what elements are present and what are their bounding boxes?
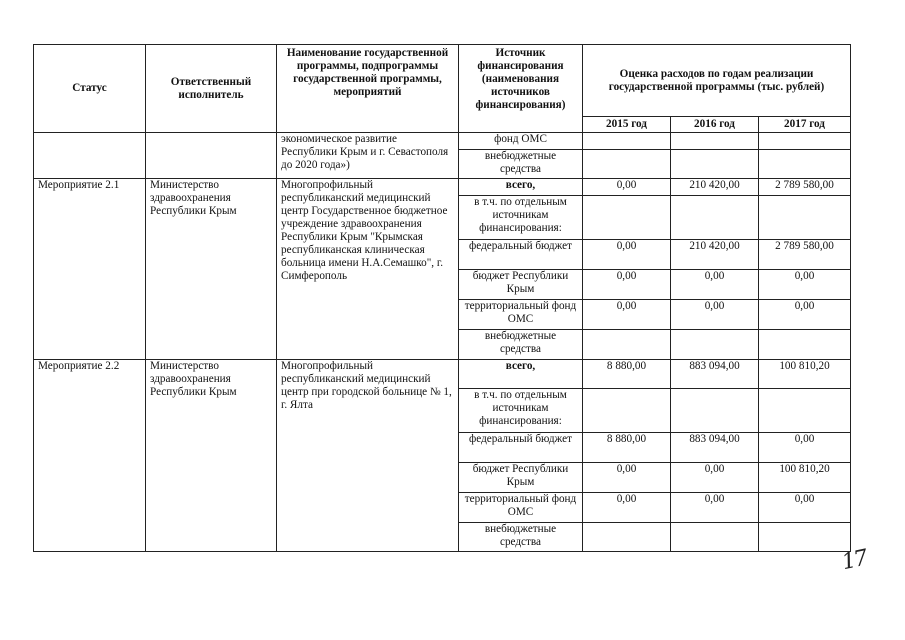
value-2016 — [671, 196, 759, 240]
value-2016 — [671, 523, 759, 552]
header-year-2017: 2017 год — [759, 117, 851, 133]
page-number: 17 — [839, 545, 869, 576]
value-2017 — [759, 133, 851, 150]
value-2016: 0,00 — [671, 300, 759, 330]
value-2015: 0,00 — [583, 240, 671, 270]
value-2016 — [671, 389, 759, 433]
source-cell: фонд ОМС — [459, 133, 583, 150]
value-2017: 2 789 580,00 — [759, 179, 851, 196]
header-year-2016: 2016 год — [671, 117, 759, 133]
measure-responsible: Министерство здравоохранения Республики Крым — [146, 360, 277, 552]
measure-status: Мероприятие 2.2 — [34, 360, 146, 552]
value-2015 — [583, 150, 671, 179]
value-2017: 100 810,20 — [759, 360, 851, 389]
measure-name: Многопрофильный республиканский медицинский центр при городской больнице № 1, г. Ялта — [277, 360, 459, 552]
value-2015 — [583, 389, 671, 433]
value-2017: 100 810,20 — [759, 463, 851, 493]
source-cell: территориальный фонд ОМС — [459, 493, 583, 523]
value-2016: 0,00 — [671, 493, 759, 523]
financing-table — [33, 44, 851, 552]
source-cell: всего, — [459, 179, 583, 196]
source-cell: бюджет Республики Крым — [459, 463, 583, 493]
value-2016: 210 420,00 — [671, 179, 759, 196]
source-cell: внебюджетные средства — [459, 523, 583, 552]
value-2015: 0,00 — [583, 270, 671, 300]
value-2015: 8 880,00 — [583, 433, 671, 463]
header-status: Статус — [34, 45, 146, 133]
source-cell: федеральный бюджет — [459, 433, 583, 463]
header-estimate: Оценка расходов по годам реализации государственной программы (тыс. рублей) — [583, 45, 851, 117]
value-2016 — [671, 150, 759, 179]
value-2016 — [671, 330, 759, 360]
header-year-2015: 2015 год — [583, 117, 671, 133]
value-2016: 0,00 — [671, 270, 759, 300]
table-row — [34, 179, 851, 196]
source-cell: в т.ч. по отдельным источникам финансирования: — [459, 389, 583, 433]
source-cell: внебюджетные средства — [459, 150, 583, 179]
value-2015 — [583, 196, 671, 240]
table-row — [34, 133, 851, 150]
value-2017 — [759, 389, 851, 433]
value-2015: 0,00 — [583, 179, 671, 196]
value-2017: 0,00 — [759, 493, 851, 523]
measure-status: Мероприятие 2.1 — [34, 179, 146, 360]
value-2015 — [583, 330, 671, 360]
value-2016 — [671, 133, 759, 150]
value-2017 — [759, 150, 851, 179]
header-source: Источник финансирования (наименования источников финансирования) — [459, 45, 583, 133]
value-2017: 0,00 — [759, 300, 851, 330]
name-cell: экономическое развитие Республики Крым и г. Севастополя до 2020 года») — [277, 133, 459, 179]
source-cell: всего, — [459, 360, 583, 389]
value-2017: 2 789 580,00 — [759, 240, 851, 270]
value-2017 — [759, 330, 851, 360]
value-2016: 883 094,00 — [671, 360, 759, 389]
source-cell: бюджет Республики Крым — [459, 270, 583, 300]
measure-name: Многопрофильный республиканский медицинский центр Государственное бюджетное учреждение здравоохранения Республики Крым "Крымская республиканская клиническая больница имени Н.А.Семашко", г. Симферополь — [277, 179, 459, 360]
value-2015: 0,00 — [583, 493, 671, 523]
source-cell: территориальный фонд ОМС — [459, 300, 583, 330]
measure-responsible: Министерство здравоохранения Республики Крым — [146, 179, 277, 360]
table-row — [34, 360, 851, 389]
value-2016: 883 094,00 — [671, 433, 759, 463]
header-responsible: Ответственный исполнитель — [146, 45, 277, 133]
value-2017: 0,00 — [759, 270, 851, 300]
source-cell: в т.ч. по отдельным источникам финансирования: — [459, 196, 583, 240]
value-2015: 0,00 — [583, 463, 671, 493]
responsible-cell — [146, 133, 277, 179]
value-2015: 0,00 — [583, 300, 671, 330]
value-2017: 0,00 — [759, 433, 851, 463]
status-cell — [34, 133, 146, 179]
value-2017 — [759, 523, 851, 552]
source-cell: федеральный бюджет — [459, 240, 583, 270]
value-2015: 8 880,00 — [583, 360, 671, 389]
value-2017 — [759, 196, 851, 240]
source-cell: внебюджетные средства — [459, 330, 583, 360]
header-name: Наименование государственной программы, подпрограммы государственной программы, мероприятий — [277, 45, 459, 133]
value-2015 — [583, 133, 671, 150]
value-2016: 0,00 — [671, 463, 759, 493]
value-2015 — [583, 523, 671, 552]
value-2016: 210 420,00 — [671, 240, 759, 270]
